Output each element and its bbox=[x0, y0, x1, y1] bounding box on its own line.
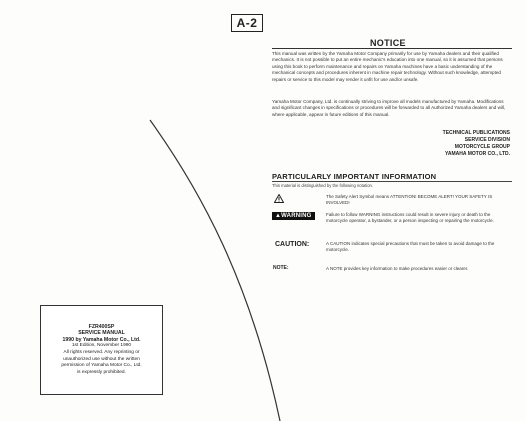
important-info-divider bbox=[272, 181, 512, 182]
important-info-title: PARTICULARLY IMPORTANT INFORMATION bbox=[272, 172, 437, 181]
important-info-intro: This material is distinguished by the following notation. bbox=[272, 183, 374, 188]
rights-line: All rights reserved. Any reprinting or bbox=[63, 350, 140, 355]
notice-paragraph-2: Yamaha Motor Company, Ltd. is continually striving to improve all models manufactured by Yamaha. Modifications and significant changes in specifications or procedures will be forwarded to all Authorized Yamaha dealers and will, where applicable, appear in future editions of this manual. bbox=[272, 99, 506, 117]
model-code: FZR400SP bbox=[88, 323, 115, 330]
rights-line: unauthorized use without the written bbox=[63, 356, 140, 362]
warning-label-text: WARNING bbox=[281, 213, 312, 219]
publisher-line: YAMAHA MOTOR CO., LTD. bbox=[445, 151, 510, 157]
copyright-line: 1990 by Yamaha Motor Co., Ltd. bbox=[62, 336, 141, 343]
notice-title: NOTICE bbox=[370, 38, 406, 48]
warning-triangle-icon: ▲ bbox=[275, 213, 282, 219]
page-number-tag: A-2 bbox=[231, 14, 263, 32]
note-text: A NOTE provides key information to make procedures easier or clearer. bbox=[326, 266, 469, 271]
publisher-line: SERVICE DIVISION bbox=[464, 137, 510, 143]
caution-text: A CAUTION indicates special precautions that must be taken to avoid damage to the motorcycle. bbox=[326, 241, 495, 253]
notice-divider bbox=[272, 48, 512, 49]
rights-line: is expressly prohibited. bbox=[77, 369, 126, 375]
note-label: NOTE: bbox=[273, 265, 289, 271]
rights-line: permission of Yamaha Motor Co., Ltd. bbox=[61, 363, 142, 369]
warning-label bbox=[272, 212, 315, 220]
edition-line: 1st Edition, November 1990 bbox=[71, 343, 132, 349]
safety-alert-text: The Safety Alert Symbol means ATTENTION! BECOME ALERT! YOUR SAFETY IS INVOLVED! bbox=[326, 194, 493, 206]
manual-title: SERVICE MANUAL bbox=[78, 330, 125, 337]
publisher-line: MOTORCYCLE GROUP bbox=[454, 144, 510, 150]
publisher-block bbox=[443, 130, 510, 158]
warning-text: Failure to follow WARNING instructions could result in severe injury or death to the motorcycle operator, a bystander, or a person inspecting or repairing the motorcycle. bbox=[326, 212, 494, 224]
service-manual-info-box bbox=[40, 305, 163, 395]
publisher-line: TECHNICAL PUBLICATIONS bbox=[442, 130, 510, 136]
notice-paragraph-1: This manual was written by the Yamaha Motor Company primarily for use by Yamaha dealers and their qualified mechanics. It is not possible to put an entire mechanic's education into one manual, so it is assumed that persons using this book to perform maintenance and repairs on Yamaha machines have a basic understanding of the mechanical concepts and procedures inherent in machine repair technology. Without such knowledge, attempted repairs or service to this model may render it unfit for use and/or unsafe. bbox=[272, 51, 503, 82]
safety-alert-icon bbox=[274, 194, 284, 203]
caution-label: CAUTION: bbox=[275, 241, 310, 248]
